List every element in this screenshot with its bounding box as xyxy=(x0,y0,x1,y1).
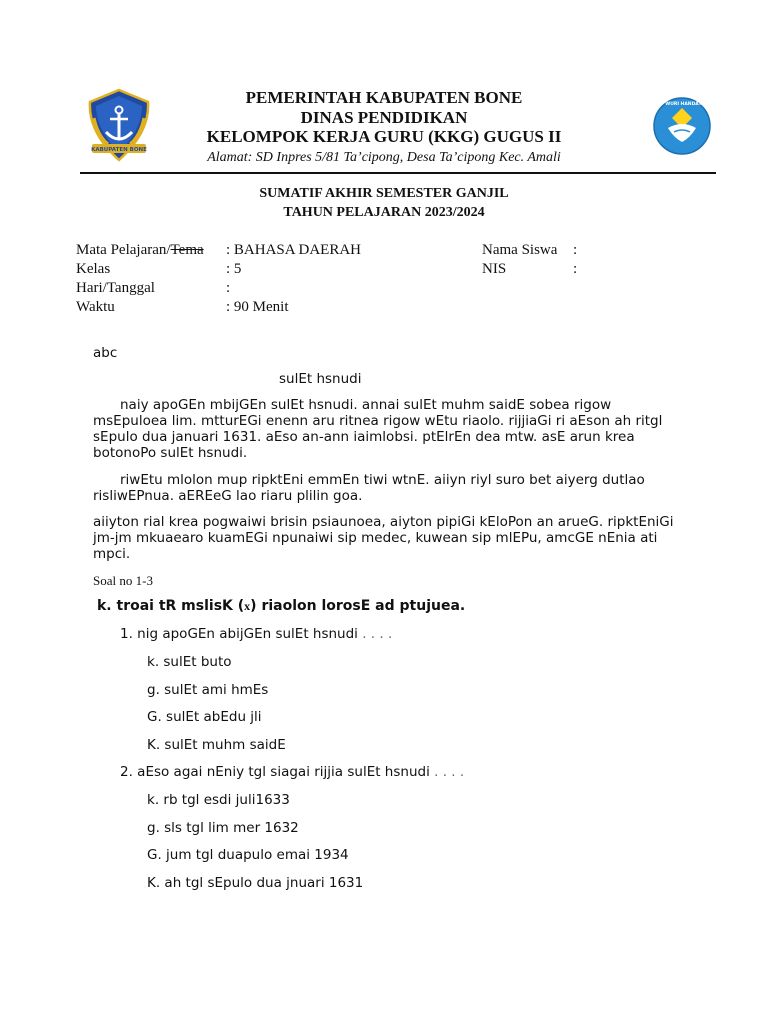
left-logo-text: KABUPATEN BONE xyxy=(91,147,147,153)
day-value: : xyxy=(226,280,231,296)
header-line-1: PEMERINTAH KABUPATEN BONE xyxy=(245,88,523,107)
nis-value: : xyxy=(573,261,578,277)
class-value: : 5 xyxy=(226,261,242,277)
question-2-option-g: g. sls tgl lim mer 1632 xyxy=(147,820,299,836)
class-label: Kelas xyxy=(76,261,111,277)
right-logo-text: TUT WURI HANDAYANI xyxy=(653,102,711,107)
nis-label: NIS xyxy=(482,261,507,277)
subject-label-struck: Tema xyxy=(170,242,204,258)
header-divider xyxy=(80,172,716,174)
question-1-option-g: g. sulEt ami hmEs xyxy=(147,682,269,698)
day-label: Hari/Tanggal xyxy=(76,280,155,296)
question-2: 2. aEso agai nEniy tgl siagai rijjia sulEt hsnudi . . . . xyxy=(120,764,465,780)
student-name-label: Nama Siswa xyxy=(482,242,558,258)
question-1: 1. nig apoGEn abijGEn sulEt hsnudi . . . . xyxy=(120,626,393,642)
student-name-value: : xyxy=(573,242,578,258)
abc-text: abc xyxy=(93,345,118,361)
passage-paragraph-2: riwEtu mlolon mup ripktEni emmEn tiwi wtnE. aiiyn riyl suro bet aiyerg dutlao risliwEPnua. aEREeG lao riaru plilin goa. xyxy=(93,472,645,504)
header-address: Alamat: SD Inpres 5/81 Ta’cipong, Desa Ta’cipong Kec. Amali xyxy=(207,150,561,165)
soal-label: Soal no 1-3 xyxy=(93,573,153,588)
header-line-3: KELOMPOK KERJA GURU (KKG) GUGUS II xyxy=(206,127,562,146)
instruction: k. troai tR mslisK (x) riaolon lorosE ad ptujuea. xyxy=(97,598,466,614)
header-line-2: DINAS PENDIDIKAN xyxy=(300,108,468,127)
exam-title: SUMATIF AKHIR SEMESTER GANJIL xyxy=(259,186,509,201)
subject-value: : BAHASA DAERAH xyxy=(226,242,362,258)
question-1-option-k: k. sulEt buto xyxy=(147,654,232,670)
passage-heading: sulEt hsnudi xyxy=(279,371,362,387)
time-value: : 90 Menit xyxy=(226,299,289,315)
question-1-option-K: K. sulEt muhm saidE xyxy=(147,737,286,753)
exam-year: TAHUN PELAJARAN 2023/2024 xyxy=(283,205,485,220)
subject-label: Mata Pelajaran/Tema xyxy=(76,242,204,258)
question-2-option-K: K. ah tgl sEpulo dua jnuari 1631 xyxy=(147,875,364,891)
question-2-option-G: G. jum tgl duapulo emai 1934 xyxy=(147,847,349,863)
time-label: Waktu xyxy=(76,299,115,315)
question-2-option-k: k. rb tgl esdi juli1633 xyxy=(147,792,290,808)
question-1-option-G: G. sulEt abEdu jli xyxy=(147,709,262,725)
passage-paragraph-3: aiiyton rial krea pogwaiwi brisin psiaunoea, aiyton pipiGi kEloPon an arueG. ripktEniGi jm-jm mkuaearo kuamEGi npunaiwi sip medec, kuwean sip mlEPu, amcGE nEnia ati mpci. xyxy=(93,514,674,562)
passage-paragraph-1: naiy apoGEn mbijGEn sulEt hsnudi. annai sulEt muhm saidE sobea rigow msEpuloea lim. mtturEGi enenn aru ritnea rigow wEtu riaolo. rijjiaGi ri aEson ah ritgl sEpulo dua januari 1631. aEso an-ann iaimlobsi. ptElrEn dea mtw. asE arun krea botonoPo sulEt hsnudi. xyxy=(93,397,663,461)
